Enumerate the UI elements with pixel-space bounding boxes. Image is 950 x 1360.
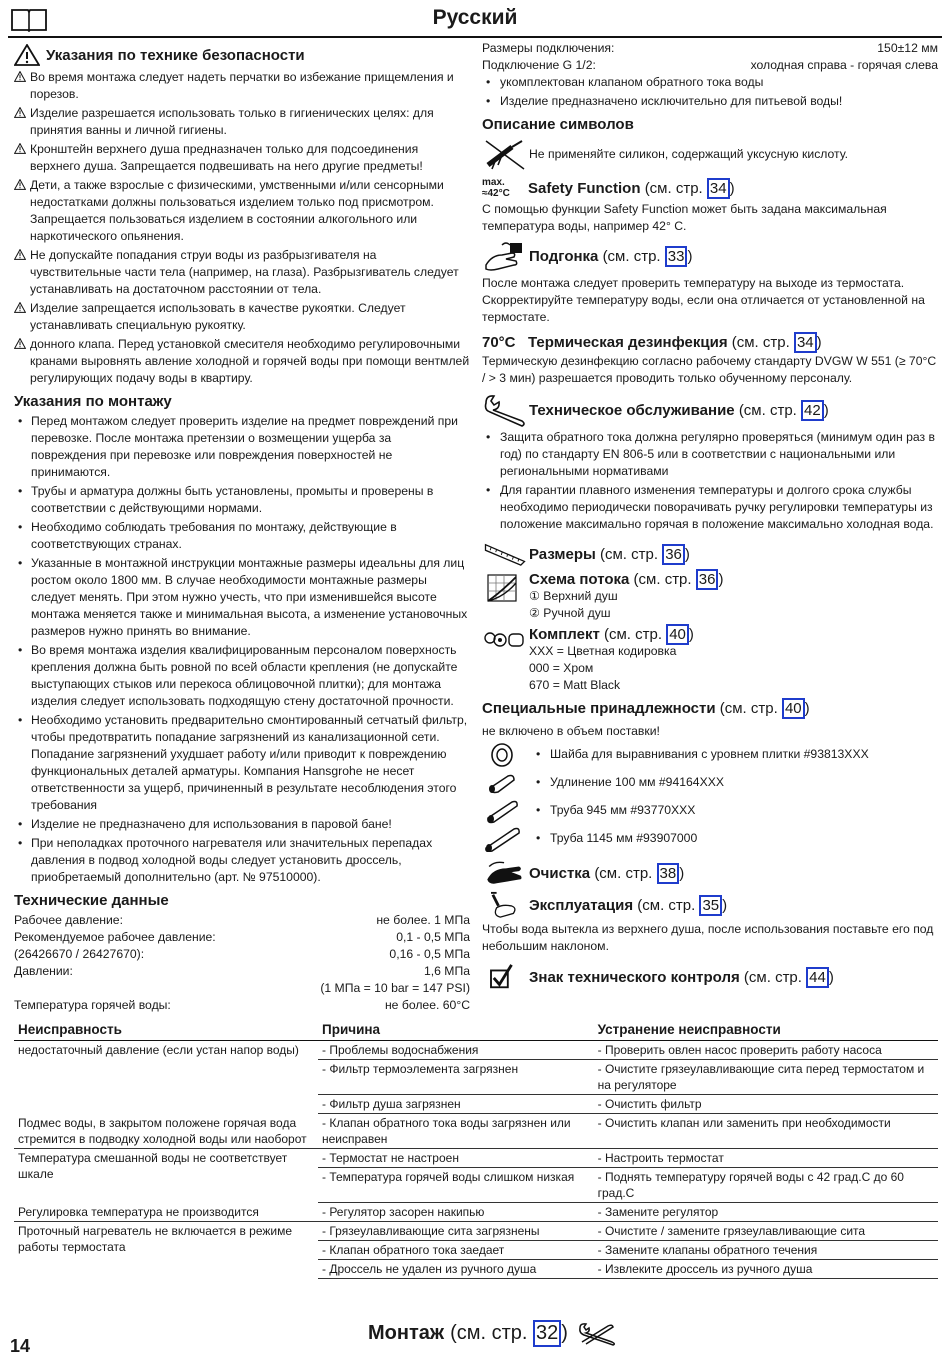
list-item: • Необходимо установить предварительно смонтированный сетчатый фильтр, чтобы предотвратить попадание загрязнений из канализационной сети. Попадание загрязнений ухудшает работу и/или приводит к повреждению функциональных деталей арматуры. Компания Hansgrohe не несет ответственности за ущерб, причиненный в результате несоблюдения этого требования [14,712,470,814]
page-link[interactable]: 35 [699,895,722,916]
table-header-row [14,1020,938,1041]
accessory-label: • Труба 945 мм #93770XXX [532,802,695,819]
ref-prefix: (см. стр. [450,1322,528,1344]
safety-title: Указания по технике безопасности [46,46,305,64]
page-link[interactable]: 44 [806,967,829,988]
tech-label: Рабочее давление: [14,913,123,927]
safety-item [14,141,470,175]
right-column [482,40,938,993]
symbols-heading: Описание символов [482,116,634,133]
kit-parts-icon [482,626,528,660]
inspection-title: Знак технического контроля [529,968,740,986]
problem-cell: Регулировка температура не производится [14,1203,318,1222]
tech-row [14,963,470,980]
flow-item: ② Ручной душ [529,606,611,620]
remedy-cell: - Очистите / замените грязеулавливающие сита [594,1222,938,1241]
tech-label: Температура горячей воды: [14,998,171,1012]
page-link[interactable]: 34 [707,178,730,199]
remedy-cell: - Очистите грязеулавливающие сита перед термостатом и на регуляторе [594,1060,938,1095]
footer-title: Монтаж [368,1322,445,1344]
ref-suffix: ) [679,864,685,882]
safety-function-text: С помощью функции Safety Function может быть задана максимальная температура воды, например 42° C. [482,202,887,233]
tech-value: не более. 1 МПа [376,913,470,927]
safety-item [14,336,470,387]
ref-prefix: (см. стр. [731,334,790,351]
tech-row [14,946,470,963]
safety-item [14,300,470,334]
ref-prefix: (см. стр. [600,545,659,563]
list-item: • Необходимо соблюдать требования по монтажу, действующие в соответствующих странах. [14,519,470,553]
mounting-heading: Указания по монтажу [14,393,172,410]
dimensions-title: Размеры [529,545,596,563]
operation-text: Чтобы вода вытекла из верхнего душа, после использования поставьте его под небольшим наклоном. [482,922,934,953]
adjust-title: Подгонка [529,247,599,265]
silicone-symbol [482,137,938,171]
ref-prefix: (см. стр. [633,571,692,588]
tech-row [14,980,470,997]
warning-icon [14,107,26,118]
disinfection-text: Термическую дезинфекцию согласно рабочему стандарту DVGW W 551 (≥ 70°C / > 3 мин) разрешается проводить только обученному персоналу. [482,354,937,385]
page-number: 14 [10,1336,31,1356]
connection-row [482,57,938,74]
remedy-cell: - Поднять температуру горячей воды с 42 град.С до 60 град.С [594,1168,938,1203]
page-link[interactable]: 34 [794,332,817,353]
tech-row [14,912,470,929]
flow-item: ① Верхний душ [529,589,618,603]
problem-cell: Подмес воды, в закрытом положене горячая вода стремится в подводку холодной воды или наоборот [14,1114,318,1149]
ref-prefix: (см. стр. [743,968,802,986]
tech-label: Рекомендуемое рабочее давление: [14,930,216,944]
wrench-icon [482,393,528,427]
cleaning-title: Очистка [529,864,591,882]
list-item: • При неполадках проточного нагревателя или значительных перепадах давления в подвод холодной воды следует установить дроссель, приобретаемый дополнительно (арт. № 97510000). [14,835,470,886]
ref-suffix: ) [804,700,810,717]
warning-icon [14,179,26,190]
pipe-icon [482,826,524,852]
safety-text: донного клапа. Перед установкой смесителя необходимо регулировочными кранами выровнять авление холодной и горячей воды при помощи вентмлей регулирующих подачу воды в квартиру. [30,337,470,385]
accessories-note: не включено в объем поставки! [482,724,660,738]
remedy-cell: - Извлеките дроссель из ручного душа [594,1260,938,1279]
tech-label: (26426670 / 26427670): [14,947,145,961]
ref-suffix: ) [729,179,735,197]
cause-cell: - Регулятор засорен накипью [318,1203,594,1222]
page-link[interactable]: 32 [533,1320,561,1347]
connection-label: Подключение G 1/2: [482,58,596,72]
list-item: • Для гарантии плавного изменения температуры и долгого срока службы необходимо периодически поворачивать ручку регулировки температуры из положение максимально горячая в положение максимально холодная вода. [482,482,938,533]
tech-value: 0,1 - 0,5 МПа [396,930,470,944]
shower-hand-icon [482,891,528,919]
tech-row [14,929,470,946]
safety-function-title: Safety Function [528,179,641,197]
ref-prefix: (см. стр. [603,626,663,643]
left-column [14,40,470,1014]
warning-icon [14,302,26,313]
cause-cell: - Клапан обратного тока заедает [318,1241,594,1260]
table-row [14,1222,938,1241]
pipe-icon [482,798,524,824]
cause-cell: - Фильтр душа загрязнен [318,1095,594,1114]
page-link[interactable]: 40 [782,698,805,719]
table-row [14,1114,938,1149]
tech-value: (1 МПа = 10 bar = 147 PSI) [320,981,470,995]
column-header: Причина [318,1020,594,1041]
table-row [14,1149,938,1168]
safety-item [14,247,470,298]
cause-cell: - Грязеулавливающие сита загрязнены [318,1222,594,1241]
accessory-item [482,825,938,853]
language-title: Русский [432,6,518,29]
page-link[interactable]: 33 [665,246,688,267]
list-item: • Трубы и арматура должны быть установлены, промыты и проверены в соответствии с действующими нормами. [14,483,470,517]
temp-label: ≈42°C [482,188,510,199]
connection-value: 150±12 мм [877,41,938,55]
accessories-heading [482,700,938,717]
accessory-label: • Шайба для выравнивания с уровнем плитки #93813XXX [532,746,869,763]
warning-icon [14,338,26,349]
ref-prefix: (см. стр. [602,247,661,265]
inspection-heading [482,963,938,991]
max-temp-icon [482,177,528,199]
tech-value: не более. 60°C [384,998,470,1012]
ref-prefix: (см. стр. [637,896,696,914]
accessories-title: Специальные принадлежности [482,700,716,717]
extension-icon [482,770,524,796]
ref-suffix: ) [816,334,822,351]
tech-value: 1,6 МПа [423,964,470,978]
page-header [8,6,942,38]
list-item: • Изделие не предназначено для использования в паровой бане! [14,816,470,833]
checkmark-box-icon [482,963,528,991]
ref-prefix: (см. стр. [594,864,653,882]
cause-cell: - Проблемы водоснабжения [318,1041,594,1060]
safety-text: Во время монтажа следует надеть перчатки во избежание прищемления и порезов. [30,70,454,101]
fault-table-body [14,1041,938,1279]
cause-cell: - Температура горячей воды слишком низкая [318,1168,594,1203]
column-header: Устранение неисправности [594,1020,938,1041]
page-link[interactable]: 40 [666,624,689,645]
safety-list [14,69,470,387]
disinfection-heading [482,334,938,351]
mounting-list [14,413,470,886]
flow-heading [482,571,938,622]
safety-text: Изделие разрешается использовать только в гигиенических целях: для принятия ванны и личной гигиены. [30,106,434,137]
connection-value: холодная справа - горячая слева [750,58,938,72]
page-link[interactable]: 42 [801,400,824,421]
safety-item [14,177,470,245]
kit-item: 000 = Хром [529,661,594,675]
warning-icon [14,44,40,66]
ref-suffix: ) [561,1322,568,1344]
safety-text: Кронштейн верхнего душа предназначен только для подсоединения верхнего душа. Запрещается подвешивать на него другие предметы! [30,142,423,173]
safety-function-heading [482,177,938,199]
list-item: • Защита обратного тока должна регулярно проверяться (минимум один раз в год) по стандарту EN 806-5 или в соответствии с национальными или региональными нормативами [482,429,938,480]
washer-icon [482,742,524,768]
ref-suffix: ) [823,401,829,419]
maintenance-heading [482,393,938,427]
safety-text: Изделие запрещается использовать в качестве рукоятки. Следует устанавливать специальную рукоятку. [30,301,406,332]
table-row [14,1203,938,1222]
list-item: • Во время монтажа изделия квалифицированным персоналом поверхность крепления должна быть ровной по всей области крепления (не допускайте выступающих стыков или перекоса облицовочной плитки); для монтажа изделия следует использовать подходящую стену достаточной прочности. [14,642,470,710]
page-link[interactable]: 38 [657,863,680,884]
footer-mounting-ref [368,1320,618,1347]
list-item: • Изделие предназначено исключительно для питьевой воды! [482,93,938,110]
list-item: • Перед монтажом следует проверить изделие на предмет повреждений при перевозке. После монтажа претензии о возмещении ущерба за повреждения при перевозке или повреждения поверхностей не принимаются. [14,413,470,481]
cause-cell: - Фильтр термоэлемента загрязнен [318,1060,594,1095]
ref-suffix: ) [684,545,690,563]
wrench-icon [578,1322,618,1346]
tech-value: 0,16 - 0,5 МПа [389,947,470,961]
fault-table [14,1020,938,1279]
warning-icon [14,71,26,82]
ref-suffix: ) [828,968,834,986]
problem-cell: Температура смешанной воды не соответствует шкале [18,1151,288,1181]
silicone-gun-icon [482,137,528,171]
tech-list [14,912,470,1014]
safety-text: Не допускайте попадания струи воды из разбрызгивателя на чувствительные части тела (например, на глаза). Разбрызгиватель следует устанавливать на достаточном расстоянии от тела. [30,248,459,296]
remedy-cell: - Очистить фильтр [594,1095,938,1114]
cleaning-heading [482,859,938,887]
ref-prefix: (см. стр. [644,179,703,197]
page-link[interactable]: 36 [696,569,719,590]
tech-heading: Технические данные [14,892,169,909]
safety-item [14,105,470,139]
adjust-heading [482,239,938,273]
remedy-cell: - Замените регулятор [594,1203,938,1222]
remedy-cell: - Замените клапаны обратного течения [594,1241,938,1260]
tech-row [14,997,470,1014]
accessory-item [482,741,938,769]
connection-label: Размеры подключения: [482,41,615,55]
safety-text: Дети, а также взрослые с физическими, умственными и/или сенсорными недостатками должны пользоваться изделием только под присмотром. Запрещается пользоваться изделием в состоянии алкогольного или наркотического опьянения. [30,178,444,243]
flow-title: Схема потока [529,571,630,588]
warning-icon [14,143,26,154]
ruler-icon [482,541,528,567]
ref-prefix: (см. стр. [719,700,778,717]
remedy-cell: - Настроить термостат [594,1149,938,1168]
accessory-label: • Удлинение 100 мм #94164XXX [532,774,724,791]
ref-suffix: ) [688,626,694,643]
maintenance-title: Техническое обслуживание [529,401,735,419]
cleaning-hand-icon [482,859,528,887]
adjust-text: После монтажа следует проверить температуру на выходе из термостата. Скорректируйте температуру воды, если она отличается от установленной на термостате. [482,276,925,324]
ref-suffix: ) [718,571,724,588]
hand-adjust-icon [482,239,528,273]
cause-cell: - Дроссель не удален из ручного душа [318,1260,594,1279]
temp-70-icon: 70°C [482,334,516,351]
kit-heading [482,626,938,694]
remedy-cell: - Проверить овлен насос проверить работу насоса [594,1041,938,1060]
max-label: max. [482,177,505,188]
list-item: • Указанные в монтажной инструкции монтажные размеры идеальны для лиц ростом около 1800 мм. В случае необходимости монтажные размеры следует менять. При этом нужно учесть, что при изменившейся высоте монтажа меняется также и минимальная высота, а изменение установочных размеров нужно принять во внимание. [14,555,470,640]
operation-heading [482,891,938,919]
ref-suffix: ) [722,896,728,914]
problem-cell: недостаточный давление (если устан напор воды) [18,1043,299,1057]
column-header: Неисправность [14,1020,318,1041]
cause-cell: - Термостат не настроен [318,1149,594,1168]
remedy-cell: - Очистить клапан или заменить при необходимости [594,1114,938,1149]
problem-cell: Проточный нагреватель не включается в режиме работы термостата [18,1224,293,1254]
dimensions-heading [482,541,938,567]
accessory-item [482,797,938,825]
safety-item [14,69,470,103]
tech-label: Давлении: [14,964,73,978]
list-item: • укомплектован клапаном обратного тока воды [482,74,938,91]
disinfection-title: Термическая дезинфекция [528,334,728,351]
page-link[interactable]: 36 [662,544,685,565]
cause-cell: - Клапан обратного тока воды загрязнен или неисправен [318,1114,594,1149]
table-row [14,1041,938,1060]
accessory-label: • Труба 1145 мм #93907000 [532,830,697,847]
kit-title: Комплект [529,626,600,643]
silicone-text: Не применяйте силикон, содержащий уксусную кислоту. [529,146,849,161]
connection-row [482,40,938,57]
ref-prefix: (см. стр. [738,401,797,419]
kit-item: XXX = Цветная кодировка [529,644,677,658]
kit-item: 670 = Matt Black [529,678,621,692]
operation-title: Эксплуатация [529,896,634,914]
accessory-item [482,769,938,797]
ref-suffix: ) [687,247,693,265]
flow-chart-icon [482,571,528,605]
safety-heading [14,44,470,66]
warning-icon [14,249,26,260]
